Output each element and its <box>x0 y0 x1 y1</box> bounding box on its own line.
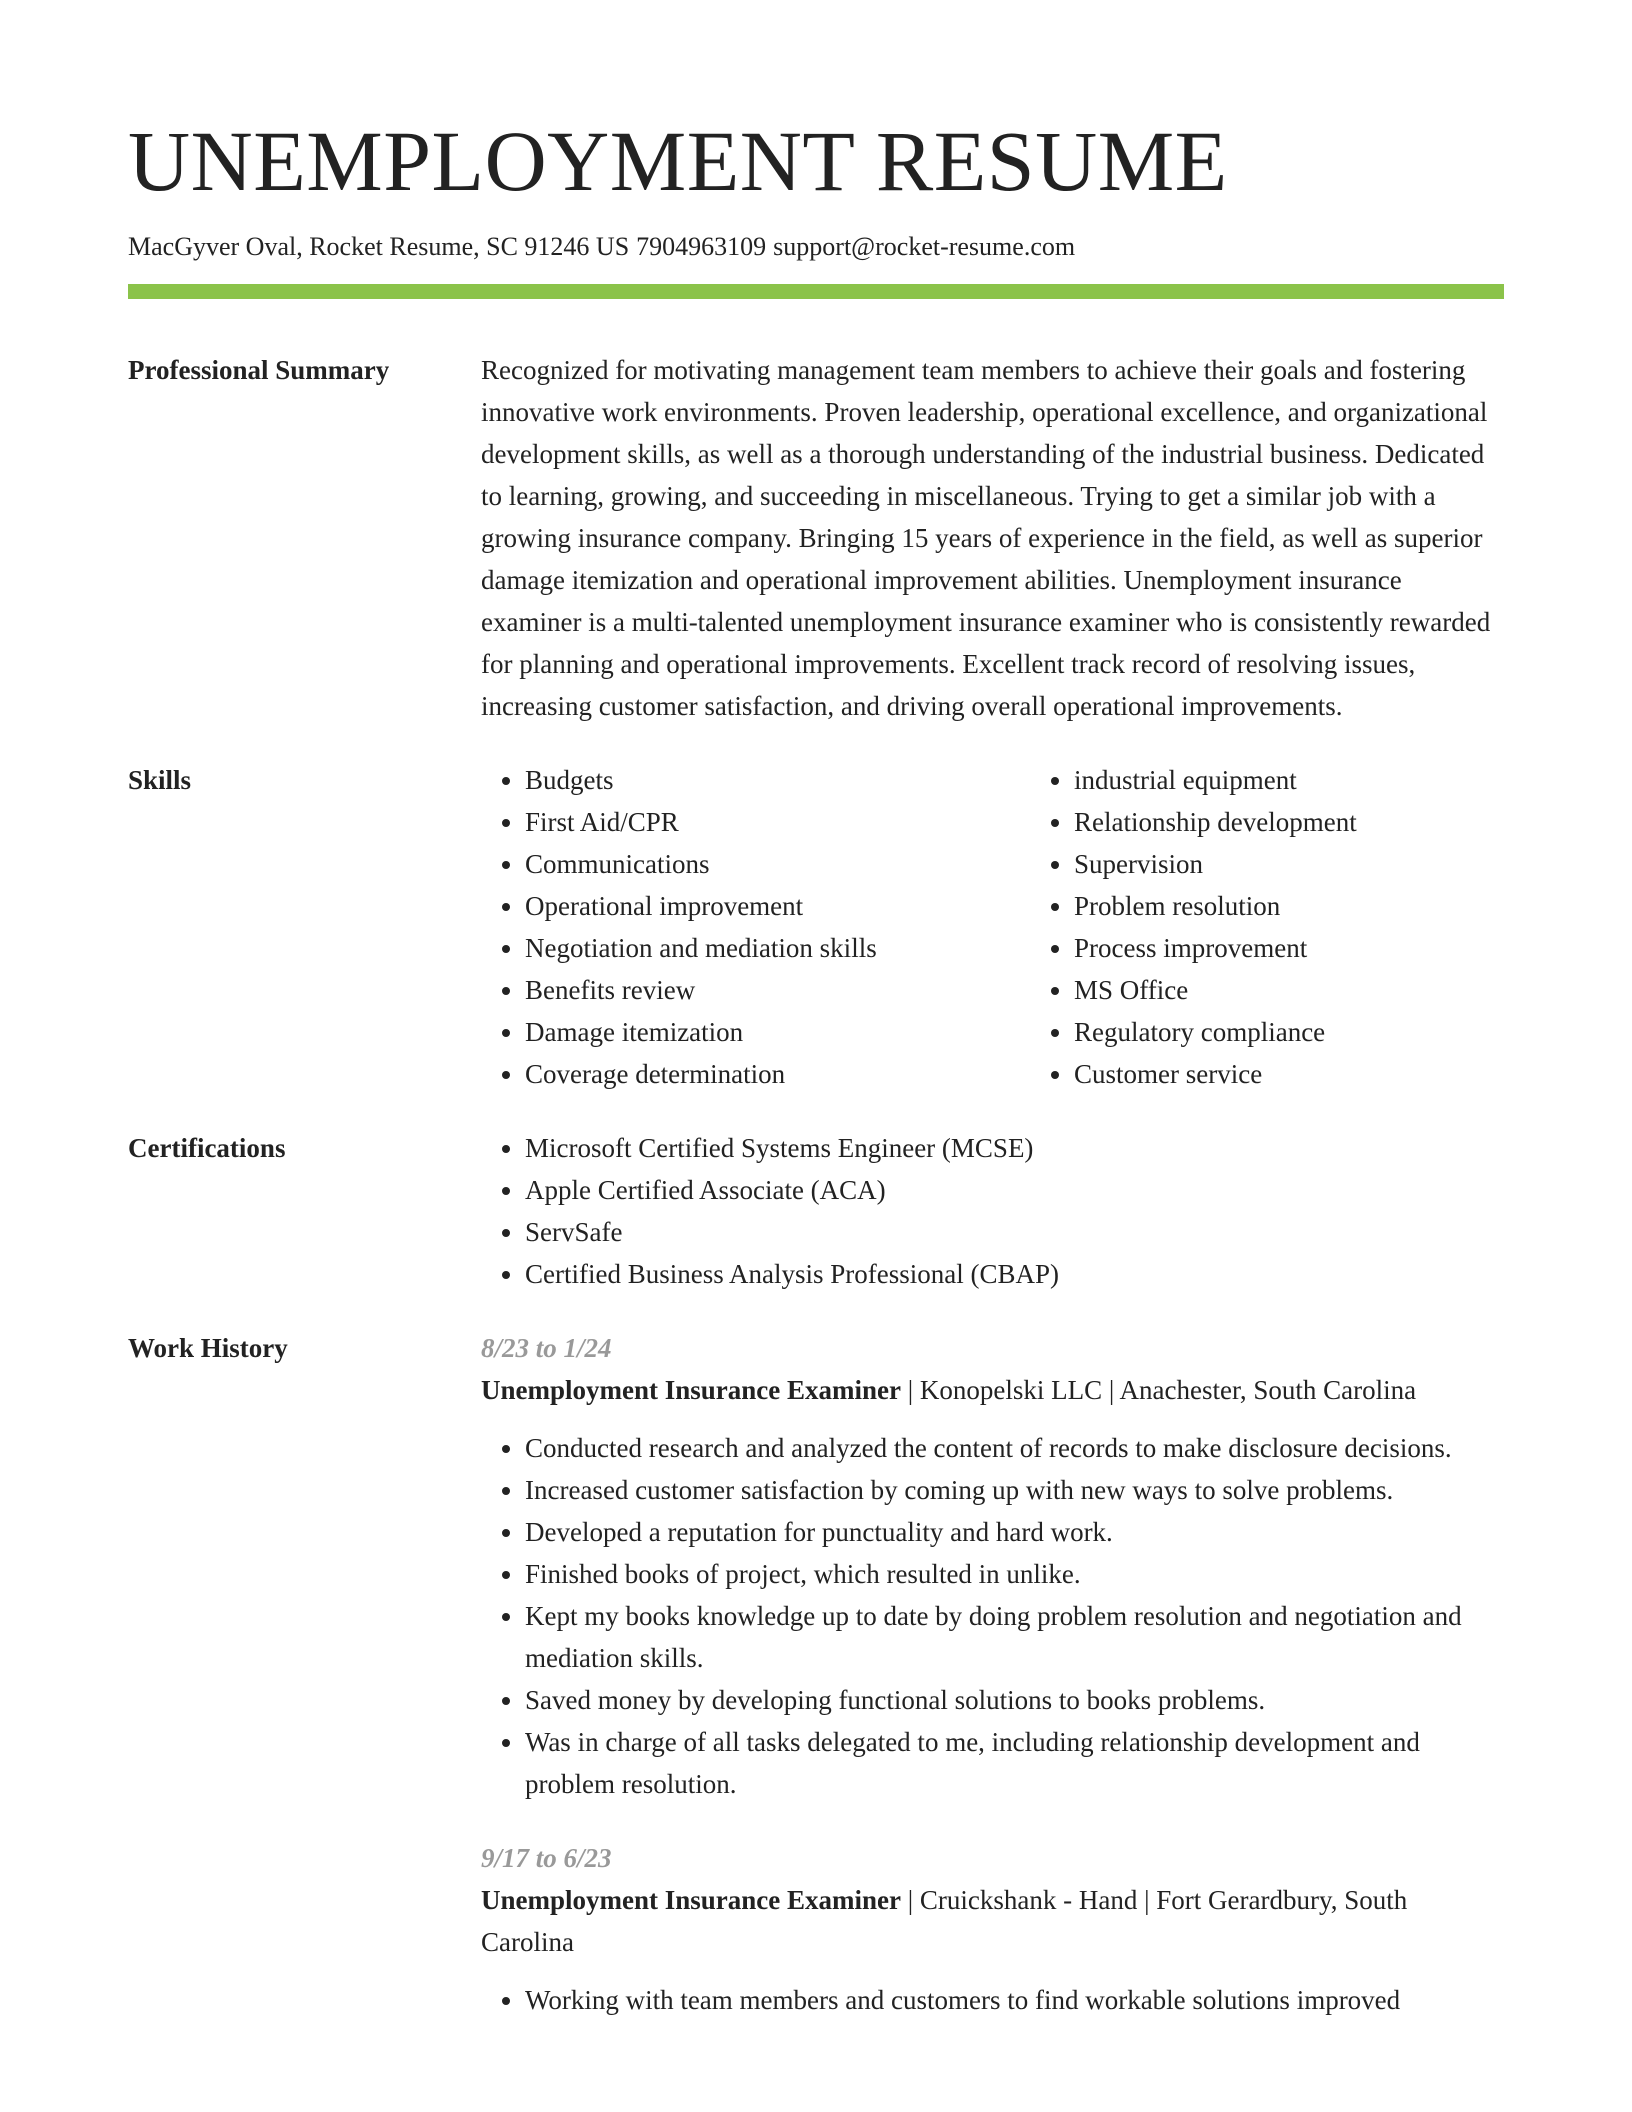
job-entry <box>481 1327 1504 1805</box>
job-heading <box>481 1369 1504 1411</box>
skill-item: • Operational improvement <box>525 885 1030 927</box>
certification-item: • Microsoft Certified Systems Engineer (MCSE) <box>525 1127 1504 1169</box>
job-details: | Konopelski LLC | Anachester, South Carolina <box>901 1375 1417 1406</box>
job-dates: 8/23 to 1/24 <box>481 1333 612 1364</box>
work-history-label: Work History <box>128 1333 288 1364</box>
job-entry <box>481 1837 1504 2021</box>
job-bullet: • Saved money by developing functional solutions to books problems. <box>525 1679 1504 1721</box>
skill-item: • Relationship development <box>1074 801 1579 843</box>
job-bullet: • Finished books of project, which resulted in unlike. <box>525 1553 1504 1595</box>
contact-line <box>128 231 1504 262</box>
certifications-content <box>481 1127 1504 1295</box>
job-details: | Cruickshank - Hand | Fort Gerardbury, South Carolina <box>481 1885 1408 1958</box>
skill-item: • Regulatory compliance <box>1074 1011 1579 1053</box>
skills-list-right <box>1030 759 1579 1095</box>
skill-item: • Supervision <box>1074 843 1579 885</box>
work-history-section <box>128 1327 1504 2021</box>
job-bullet: • Kept my books knowledge up to date by doing problem resolution and negotiation and mediation skills. <box>525 1595 1504 1679</box>
skill-item: • Budgets <box>525 759 1030 801</box>
skills-list-left <box>481 759 1030 1095</box>
skill-item: • First Aid/CPR <box>525 801 1030 843</box>
skill-item: • MS Office <box>1074 969 1579 1011</box>
skills-section <box>128 759 1504 1095</box>
summary-label: Professional Summary <box>128 355 390 386</box>
skill-item: • Negotiation and mediation skills <box>525 927 1030 969</box>
skill-item: • Benefits review <box>525 969 1030 1011</box>
skill-item: • Damage itemization <box>525 1011 1030 1053</box>
certifications-section <box>128 1127 1504 1295</box>
job-dates: 9/17 to 6/23 <box>481 1843 612 1874</box>
certification-item: • Apple Certified Associate (ACA) <box>525 1169 1504 1211</box>
job-bullets <box>481 1427 1504 1805</box>
job-title: Unemployment Insurance Examiner <box>481 1375 901 1406</box>
job-title: Unemployment Insurance Examiner <box>481 1885 901 1916</box>
skill-item: • industrial equipment <box>1074 759 1579 801</box>
job-bullet: • Increased customer satisfaction by coming up with new ways to solve problems. <box>525 1469 1504 1511</box>
contact-phone: 7904963109 <box>636 232 767 261</box>
certifications-list <box>481 1127 1504 1295</box>
job-bullet: • Conducted research and analyzed the content of records to make disclosure decisions. <box>525 1427 1504 1469</box>
certifications-label: Certifications <box>128 1133 286 1164</box>
resume-title: UNEMPLOYMENT RESUME <box>128 113 1228 209</box>
skill-item: • Problem resolution <box>1074 885 1579 927</box>
skills-label: Skills <box>128 765 192 796</box>
skill-item: • Communications <box>525 843 1030 885</box>
job-heading <box>481 1879 1504 1963</box>
summary-content <box>481 349 1504 727</box>
certification-item: • ServSafe <box>525 1211 1504 1253</box>
skill-item: • Coverage determination <box>525 1053 1030 1095</box>
contact-email: support@rocket-resume.com <box>773 232 1076 261</box>
job-bullet: • Working with team members and customers to find workable solutions improved <box>525 1979 1504 2021</box>
job-bullet: • Was in charge of all tasks delegated to me, including relationship development and problem resolution. <box>525 1721 1504 1805</box>
skill-item: • Process improvement <box>1074 927 1579 969</box>
skill-item: • Customer service <box>1074 1053 1579 1095</box>
contact-address: MacGyver Oval, Rocket Resume, SC 91246 US <box>128 232 630 261</box>
summary-text: Recognized for motivating management team members to achieve their goals and fostering innovative work environments. Proven leadership, operational excellence, and organizational development skills, as well as a thorough understanding of the industrial business. Dedicated to learning, growing, and succeeding in miscellaneous. Trying to get a similar job with a growing insurance company. Bringing 15 years of experience in the field, as well as superior damage itemization and operational improvement abilities. Unemployment insurance examiner is a multi-talented unemployment insurance examiner who is consistently rewarded for planning and operational improvements. Excellent track record of resolving issues, increasing customer satisfaction, and driving overall operational improvements. <box>481 355 1491 722</box>
skills-content <box>481 759 1579 1095</box>
work-history-content <box>481 1327 1504 2021</box>
job-bullets <box>481 1979 1504 2021</box>
job-bullet: • Developed a reputation for punctuality and hard work. <box>525 1511 1504 1553</box>
summary-section <box>128 349 1504 727</box>
header-divider <box>128 284 1504 299</box>
certification-item: • Certified Business Analysis Professional (CBAP) <box>525 1253 1504 1295</box>
